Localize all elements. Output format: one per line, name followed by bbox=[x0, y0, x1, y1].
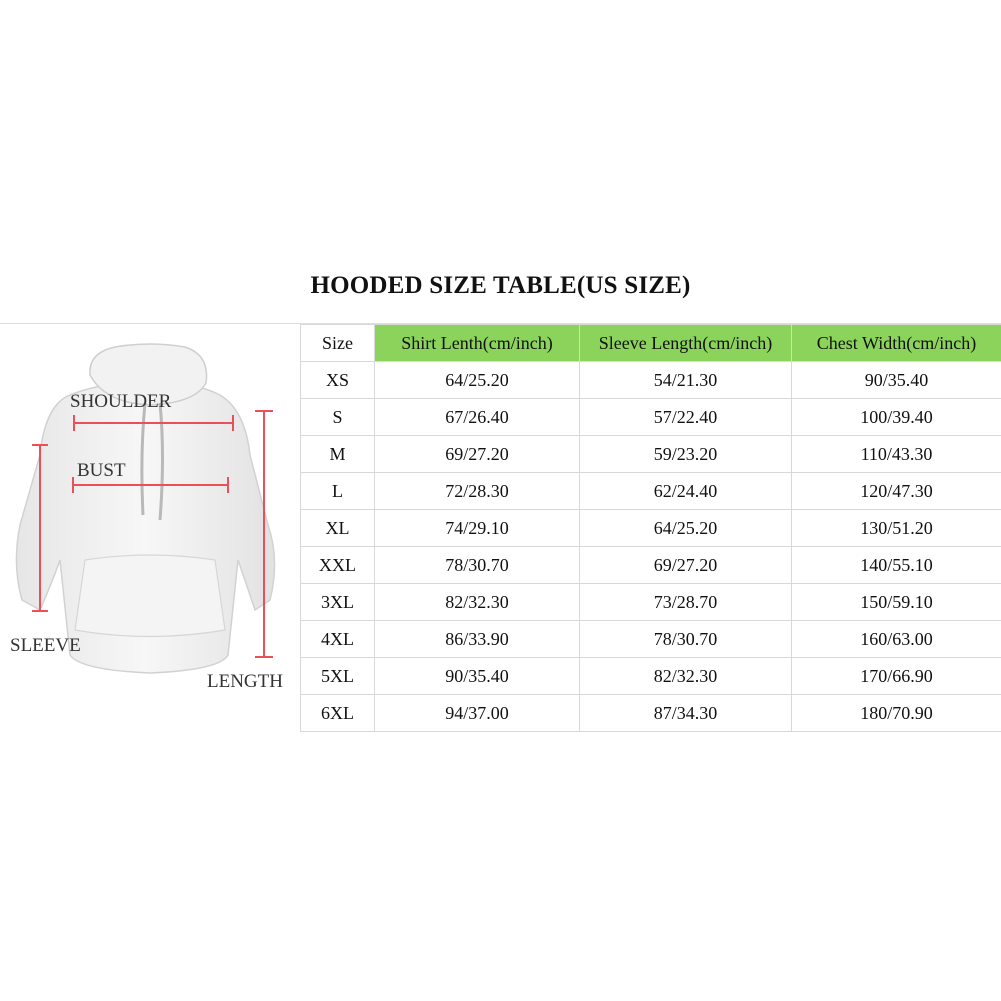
sleeve-label: SLEEVE bbox=[10, 635, 81, 656]
size-cell: 3XL bbox=[301, 584, 375, 621]
sleeve-length-cell: 82/32.30 bbox=[580, 658, 792, 695]
shirt-length-cell: 90/35.40 bbox=[375, 658, 580, 695]
sleeve-length-cell: 54/21.30 bbox=[580, 362, 792, 399]
chest-width-cell: 160/63.00 bbox=[792, 621, 1001, 658]
shirt-length-cell: 74/29.10 bbox=[375, 510, 580, 547]
column-header-sleeve-length: Sleeve Length(cm/inch) bbox=[580, 325, 792, 362]
page-title: HOODED SIZE TABLE(US SIZE) bbox=[310, 272, 691, 299]
shirt-length-cell: 82/32.30 bbox=[375, 584, 580, 621]
hoodie-pocket bbox=[75, 555, 225, 637]
chest-width-cell: 110/43.30 bbox=[792, 436, 1001, 473]
table-row bbox=[301, 362, 1001, 399]
table-row bbox=[301, 436, 1001, 473]
sleeve-length-cell: 62/24.40 bbox=[580, 473, 792, 510]
shirt-length-cell: 72/28.30 bbox=[375, 473, 580, 510]
bust-label: BUST bbox=[77, 460, 126, 481]
sleeve-length-cell: 69/27.20 bbox=[580, 547, 792, 584]
sleeve-length-cell: 57/22.40 bbox=[580, 399, 792, 436]
chest-width-cell: 180/70.90 bbox=[792, 695, 1001, 732]
sleeve-length-cell: 87/34.30 bbox=[580, 695, 792, 732]
chest-width-cell: 170/66.90 bbox=[792, 658, 1001, 695]
sleeve-length-cell: 59/23.20 bbox=[580, 436, 792, 473]
shirt-length-cell: 78/30.70 bbox=[375, 547, 580, 584]
size-cell: M bbox=[301, 436, 375, 473]
size-table bbox=[300, 324, 1001, 732]
chest-width-cell: 150/59.10 bbox=[792, 584, 1001, 621]
size-cell: 6XL bbox=[301, 695, 375, 732]
sleeve-length-cell: 64/25.20 bbox=[580, 510, 792, 547]
table-row bbox=[301, 584, 1001, 621]
shirt-length-cell: 94/37.00 bbox=[375, 695, 580, 732]
shoulder-label: SHOULDER bbox=[70, 391, 172, 412]
shirt-length-cell: 86/33.90 bbox=[375, 621, 580, 658]
shirt-length-cell: 67/26.40 bbox=[375, 399, 580, 436]
column-header-chest-width: Chest Width(cm/inch) bbox=[792, 325, 1001, 362]
table-row bbox=[301, 473, 1001, 510]
size-cell: XS bbox=[301, 362, 375, 399]
size-cell: 5XL bbox=[301, 658, 375, 695]
table-row bbox=[301, 510, 1001, 547]
hoodie-measurement-diagram bbox=[0, 325, 300, 735]
table-row bbox=[301, 547, 1001, 584]
shirt-length-cell: 64/25.20 bbox=[375, 362, 580, 399]
table-row bbox=[301, 621, 1001, 658]
table-row bbox=[301, 658, 1001, 695]
hoodie-illustration bbox=[0, 325, 300, 735]
chest-width-cell: 120/47.30 bbox=[792, 473, 1001, 510]
size-cell: S bbox=[301, 399, 375, 436]
chest-width-cell: 130/51.20 bbox=[792, 510, 1001, 547]
table-row bbox=[301, 399, 1001, 436]
table-row bbox=[301, 695, 1001, 732]
sleeve-length-cell: 78/30.70 bbox=[580, 621, 792, 658]
length-label: LENGTH bbox=[207, 671, 283, 692]
chest-width-cell: 100/39.40 bbox=[792, 399, 1001, 436]
shirt-length-cell: 69/27.20 bbox=[375, 436, 580, 473]
column-header-size: Size bbox=[301, 325, 375, 362]
size-cell: XL bbox=[301, 510, 375, 547]
chest-width-cell: 140/55.10 bbox=[792, 547, 1001, 584]
sleeve-length-cell: 73/28.70 bbox=[580, 584, 792, 621]
size-cell: XXL bbox=[301, 547, 375, 584]
size-cell: L bbox=[301, 473, 375, 510]
size-cell: 4XL bbox=[301, 621, 375, 658]
column-header-shirt-length: Shirt Lenth(cm/inch) bbox=[375, 325, 580, 362]
table-header-row bbox=[301, 325, 1001, 362]
chest-width-cell: 90/35.40 bbox=[792, 362, 1001, 399]
